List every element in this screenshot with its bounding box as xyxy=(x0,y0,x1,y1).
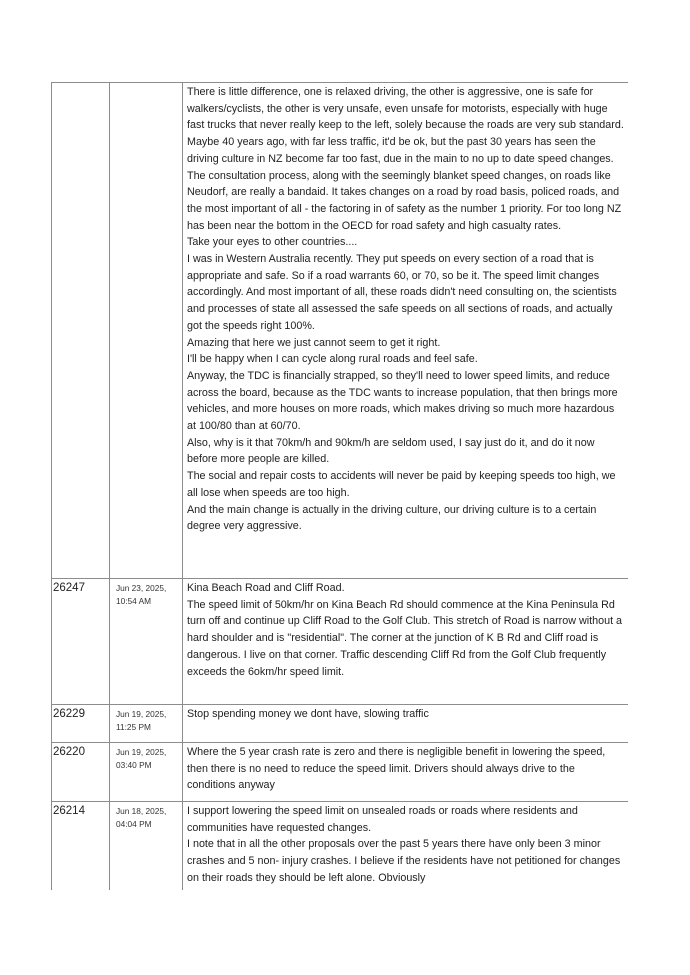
paragraph: Take your eyes to other countries.... xyxy=(187,236,358,249)
paragraph: There is little difference, one is relaxed driving, the other is aggressive, one is safe for walkers/cyclists, the other is very unsafe, even unsafe for motorists, especially with huge fast trucks that never really keep to the left, solely because the roads are very sub standard. Maybe 40 years ago, with far less traffic, it'd be ok, but the past 30 years has seen the driving culture in NZ become far too fast, due in the main to no up to date speed changes. xyxy=(187,86,624,165)
submissions-page xyxy=(51,82,628,890)
paragraph: I was in Western Australia recently. They put speeds on every section of a road that is appropriate and safe. So if a road warrants 60, or 70, so be it. The speed limit changes accordingly. And most important of all, these roads didn't need consulting on, the scientists and processes of state all assessed the safe speeds on all sections of roads, and actually got the speeds right 100%. xyxy=(187,253,617,332)
submission-id: 26220 xyxy=(52,743,110,802)
submissions-table xyxy=(51,82,628,890)
submission-date xyxy=(110,743,183,802)
submission-date xyxy=(110,705,183,743)
paragraph: I'll be happy when I can cycle along rural roads and feel safe. xyxy=(187,353,478,366)
submission-date-day: Jun 18, 2025, xyxy=(116,806,167,816)
submission-text xyxy=(183,743,629,802)
paragraph: The social and repair costs to accidents will never be paid by keeping speeds too high, we all lose when speeds are too high. xyxy=(187,470,616,499)
table-row xyxy=(52,743,629,802)
submission-date xyxy=(110,802,183,891)
table-row xyxy=(52,83,629,579)
paragraph: I note that in all the other proposals over the past 5 years there have only been 3 minor crashes and 5 non- injury crashes. I believe if the residents have not petitioned for changes on their roads they should be left alone. Obviously xyxy=(187,838,621,884)
submission-text xyxy=(183,579,629,705)
submission-date-time: 04:04 PM xyxy=(116,818,152,829)
submission-date-day: Jun 19, 2025, xyxy=(116,709,167,719)
submission-text xyxy=(183,705,629,743)
paragraph: Anyway, the TDC is financially strapped, so they'll need to lower speed limits, and reduce across the board, because as the TDC wants to increase population, that then brings more vehicles, and more houses on more roads, which makes driving so much more hazardous at 100/80 than at 60/70. xyxy=(187,369,618,433)
table-row xyxy=(52,705,629,743)
submission-id: 26229 xyxy=(52,705,110,743)
submission-date-day: Jun 19, 2025, xyxy=(116,747,167,757)
submission-id xyxy=(52,83,110,579)
table-row xyxy=(52,802,629,891)
paragraph: I support lowering the speed limit on unsealed roads or roads where residents and communities have requested changes. xyxy=(187,805,578,834)
submission-text xyxy=(183,802,629,891)
submission-date-time: 11:25 PM xyxy=(116,721,151,732)
submission-date-time: 03:40 PM xyxy=(116,759,152,770)
submission-date-day: Jun 23, 2025, xyxy=(116,583,167,593)
submission-id: 26247 xyxy=(52,579,110,705)
paragraph: Kina Beach Road and Cliff Road. xyxy=(187,582,345,594)
paragraph: The consultation process, along with the seemingly blanket speed changes, on roads like Neudorf, are really a bandaid. It takes changes on a road by road basis, policed roads, and the most important of all - the factoring in of safety as the number 1 priority. For too long NZ has been near the bottom in the OECD for road safety and high casualty rates. xyxy=(187,169,622,232)
submission-date-time: 10:54 AM xyxy=(116,595,152,606)
paragraph: Where the 5 year crash rate is zero and there is negligible benefit in lowering the speed, then there is no need to reduce the speed limit. Drivers should always drive to the conditions anyway xyxy=(187,746,606,792)
table-row xyxy=(52,579,629,705)
submission-date xyxy=(110,83,183,579)
submission-text xyxy=(183,83,629,579)
paragraph: Amazing that here we just cannot seem to get it right. xyxy=(187,336,441,349)
paragraph: The speed limit of 50km/hr on Kina Beach Rd should commence at the Kina Peninsula Rd turn off and continue up Cliff Road to the Golf Club. This stretch of Road is narrow without a hard shoulder and is "residential". The corner at the junction of K B Rd and Cliff road is dangerous. I live on that corner. Traffic descending Cliff Rd from the Golf Club frequently exceeds the 6okm/hr speed limit. xyxy=(187,598,623,678)
submission-date xyxy=(110,579,183,705)
paragraph: Stop spending money we dont have, slowing traffic xyxy=(187,708,429,720)
paragraph: And the main change is actually in the driving culture, our driving culture is to a certain degree very aggressive. xyxy=(187,503,597,533)
submission-id: 26214 xyxy=(52,802,110,891)
paragraph: Also, why is it that 70km/h and 90km/h are seldom used, I say just do it, and do it now before more people are killed. xyxy=(187,436,595,466)
